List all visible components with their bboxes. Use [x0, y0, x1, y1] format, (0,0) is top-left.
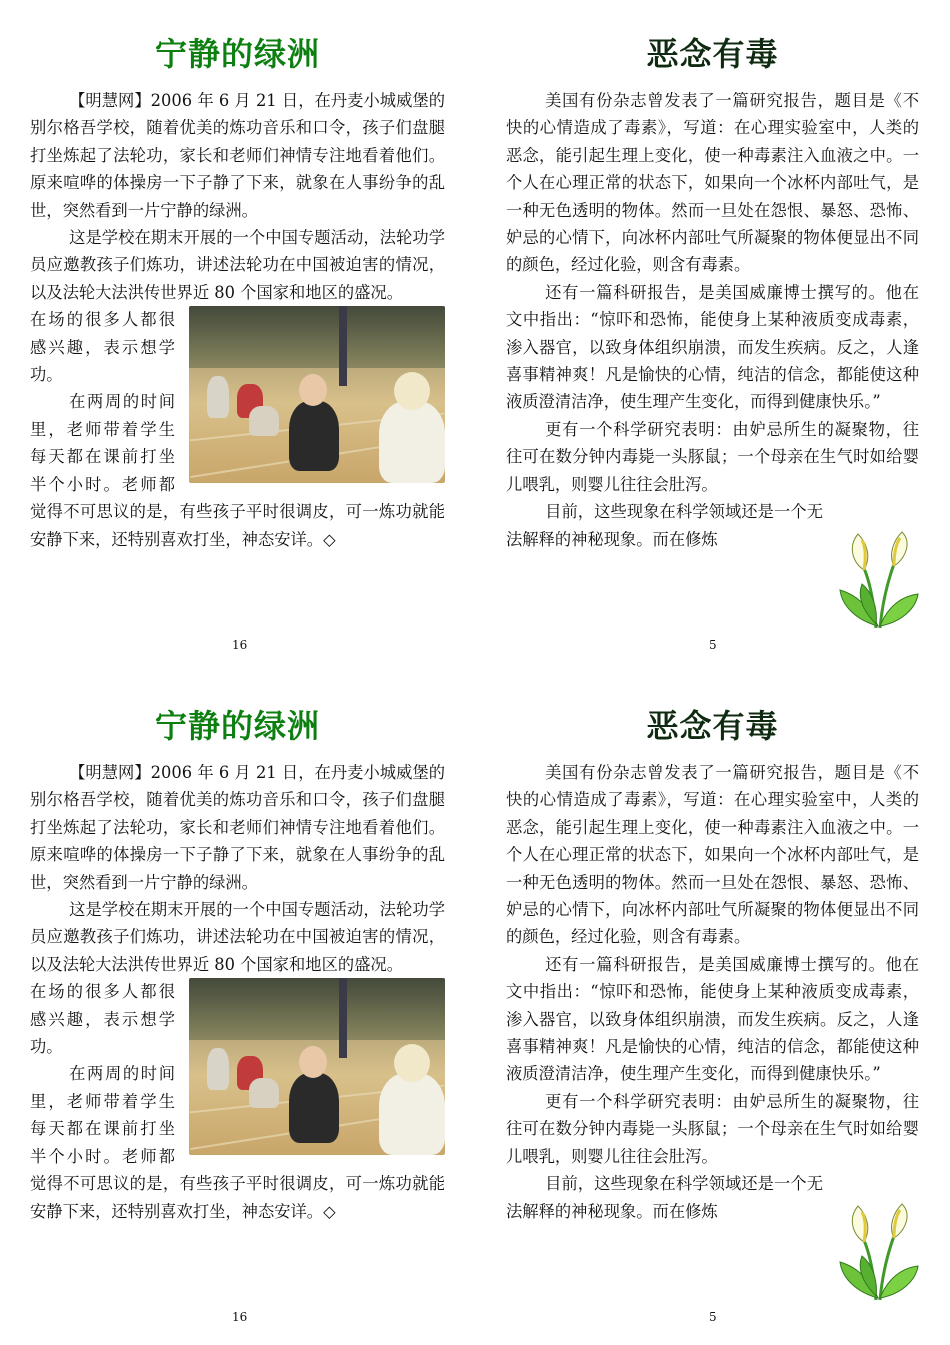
right-title: 恶念有毒	[646, 707, 779, 745]
right-title: 恶念有毒	[646, 35, 779, 73]
right-paragraph-4: 目前，这些现象在科学领域还是一个无法解释的神秘现象。而在修炼	[506, 1174, 823, 1221]
right-page-number: 5	[709, 1310, 717, 1324]
page-sheet-bottom	[0, 672, 950, 1344]
left-title: 宁静的绿洲	[154, 707, 320, 745]
left-paragraph-2: 这是学校在期末开展的一个中国专题活动，法轮功学员应邀教孩子们炼功，讲述法轮功在中国被迫害的情况，以及法轮大法洪传世界近 80 个国家和地区的盛况。	[30, 900, 445, 974]
right-body	[506, 759, 919, 1225]
left-body	[30, 87, 445, 553]
left-page-number: 16	[232, 638, 248, 652]
left-paragraph-3: 在场的很多人都很感兴趣，表示想学功。	[30, 982, 175, 1057]
calla-lily-flower-icon	[836, 1200, 920, 1302]
children-meditating-photo	[189, 978, 445, 1155]
left-title: 宁静的绿洲	[154, 35, 320, 73]
right-paragraph-3: 更有一个科学研究表明：由妒忌所生的凝聚物，往往可在数分钟内毒毙一头豚鼠；一个母亲在生气时如给婴儿喂乳，则婴儿往往会肚泻。	[506, 419, 919, 494]
right-paragraph-3: 更有一个科学研究表明：由妒忌所生的凝聚物，往往可在数分钟内毒毙一头豚鼠；一个母亲在生气时如给婴儿喂乳，则婴儿往往会肚泻。	[506, 1091, 919, 1166]
page-sheet-top	[0, 0, 950, 672]
left-page-number: 16	[232, 1310, 248, 1324]
right-paragraph-1: 美国有份杂志曾发表了一篇研究报告，题目是《不快的心情造成了毒素》，写道：在心理实验室中，人类的恶念，能引起生理上变化，使一种毒素注入血液之中。一个人在心理正常的状态下，如果向一个冰杯内部吐气，是一种无色透明的物体。然而一旦处在怨恨、暴怒、恐怖、妒忌的心情下，向冰杯内部吐气所凝聚的物体便显出不同的颜色，经过化验，则含有毒素。	[506, 763, 919, 947]
right-paragraph-2: 还有一篇科研报告，是美国威廉博士撰写的。他在文中指出：“惊吓和恐怖，能使身上某种液质变成毒素，渗入器官，以致身体组织崩溃，而发生疾病。反之，人逢喜事精神爽！凡是愉快的心情，纯洁的信念，都能使这种液质澄清洁净，使生理产生变化，而得到健康快乐。”	[506, 282, 919, 412]
right-paragraph-1: 美国有份杂志曾发表了一篇研究报告，题目是《不快的心情造成了毒素》，写道：在心理实验室中，人类的恶念，能引起生理上变化，使一种毒素注入血液之中。一个人在心理正常的状态下，如果向一个冰杯内部吐气，是一种无色透明的物体。然而一旦处在怨恨、暴怒、恐怖、妒忌的心情下，向冰杯内部吐气所凝聚的物体便显出不同的颜色，经过化验，则含有毒素。	[506, 91, 919, 275]
right-paragraph-4: 目前，这些现象在科学领域还是一个无法解释的神秘现象。而在修炼	[506, 502, 823, 549]
left-paragraph-4: 在两周的时间里，老师带着学生每天都在课前打坐半个小时。老师都觉得不可思议的是，有些孩子平时很调皮，可一炼功就能安静下来，还特别喜欢打坐，神态安详。◇	[30, 1064, 445, 1221]
left-paragraph-1: 【明慧网】2006 年 6 月 21 日，在丹麦小城威堡的别尔格吾学校，随着优美的炼功音乐和口令，孩子们盘腿打坐炼起了法轮功，家长和老师们神情专注地看着他们。原来喧哗的体操房一下子静了下来，就象在人事纷争的乱世，突然看到一片宁静的绿洲。	[30, 763, 445, 892]
left-paragraph-4: 在两周的时间里，老师带着学生每天都在课前打坐半个小时。老师都觉得不可思议的是，有些孩子平时很调皮，可一炼功就能安静下来，还特别喜欢打坐，神态安详。◇	[30, 392, 445, 549]
children-meditating-photo	[189, 306, 445, 483]
left-paragraph-3: 在场的很多人都很感兴趣，表示想学功。	[30, 310, 175, 385]
left-paragraph-1: 【明慧网】2006 年 6 月 21 日，在丹麦小城威堡的别尔格吾学校，随着优美的炼功音乐和口令，孩子们盘腿打坐炼起了法轮功，家长和老师们神情专注地看着他们。原来喧哗的体操房一下子静了下来，就象在人事纷争的乱世，突然看到一片宁静的绿洲。	[30, 91, 445, 220]
left-body	[30, 759, 445, 1225]
left-paragraph-2: 这是学校在期末开展的一个中国专题活动，法轮功学员应邀教孩子们炼功，讲述法轮功在中国被迫害的情况，以及法轮大法洪传世界近 80 个国家和地区的盛况。	[30, 228, 445, 302]
right-paragraph-2: 还有一篇科研报告，是美国威廉博士撰写的。他在文中指出：“惊吓和恐怖，能使身上某种液质变成毒素，渗入器官，以致身体组织崩溃，而发生疾病。反之，人逢喜事精神爽！凡是愉快的心情，纯洁的信念，都能使这种液质澄清洁净，使生理产生变化，而得到健康快乐。”	[506, 954, 919, 1084]
right-page-number: 5	[709, 638, 717, 652]
calla-lily-flower-icon	[836, 528, 920, 630]
right-body	[506, 87, 919, 553]
